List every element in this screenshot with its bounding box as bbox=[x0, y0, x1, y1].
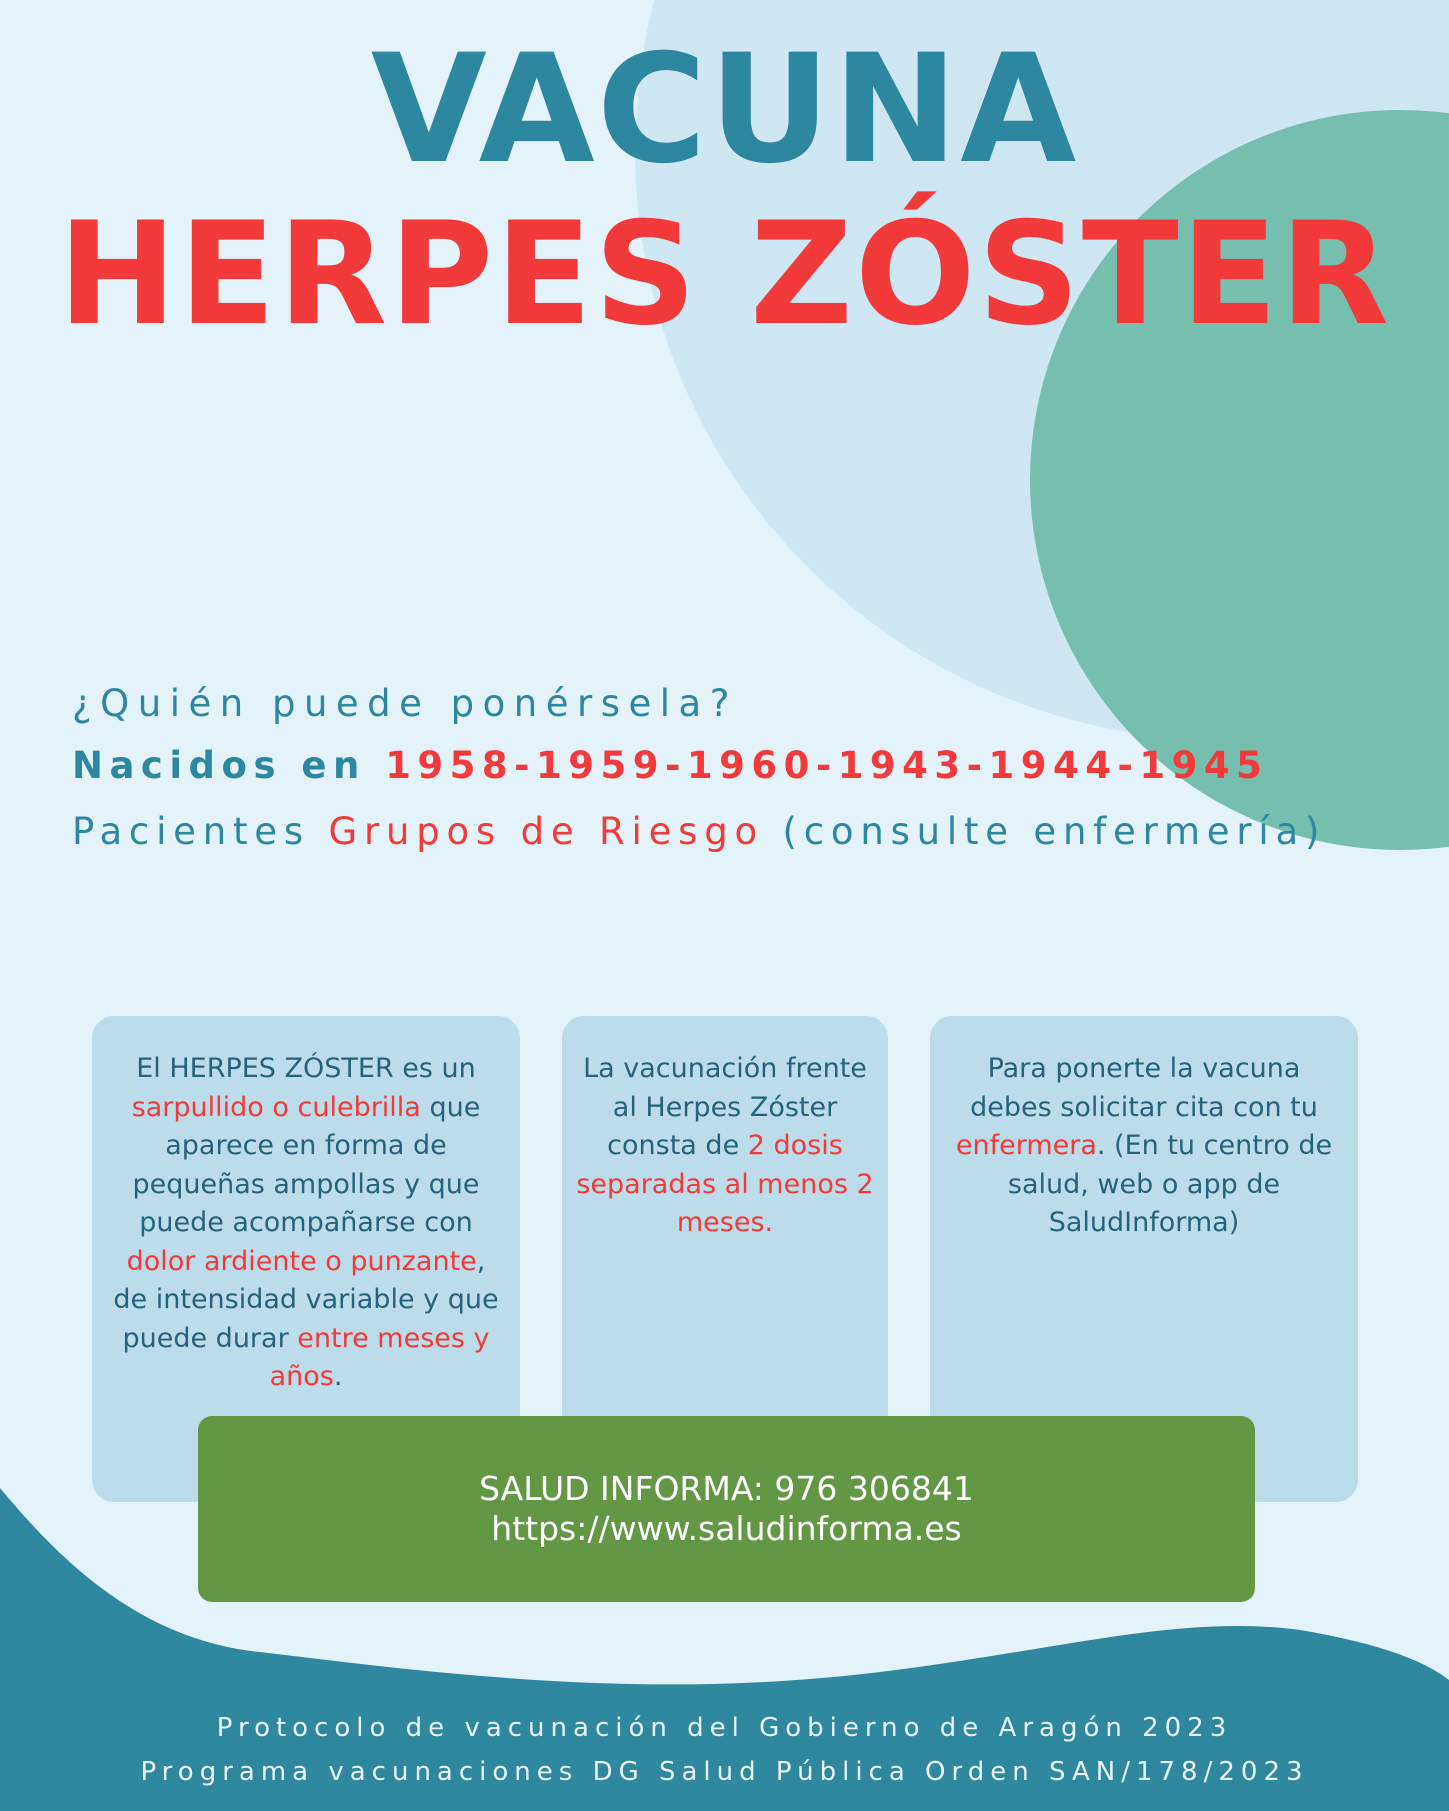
card-highlight: dolor ardiente o punzante bbox=[126, 1245, 477, 1277]
card-text-fragment: , de intensidad variable y que puede durar bbox=[113, 1245, 499, 1354]
risk-groups-highlight: Grupos de Riesgo bbox=[328, 810, 764, 853]
card-text-fragment: que aparece en forma de pequeñas ampollas y que puede acompañarse con bbox=[132, 1091, 481, 1238]
card-text-fragment: Para ponerte la vacuna debes solicitar cita con tu bbox=[970, 1053, 1318, 1123]
who-born-years bbox=[72, 742, 1392, 790]
title-vacuna: VACUNA bbox=[370, 23, 1079, 197]
salud-informa-phone: SALUD INFORMA: 976 306841 bbox=[479, 1469, 974, 1508]
who-risk-groups bbox=[72, 808, 1392, 856]
card-text-fragment: La vacunación frente al Herpes Zóster consta de bbox=[583, 1053, 867, 1161]
born-years: 1958-1959-1960-1943-1944-1945 bbox=[385, 744, 1269, 787]
card-highlight: entre meses y años bbox=[269, 1322, 490, 1392]
card-highlight: sarpullido o culebrilla bbox=[131, 1091, 421, 1123]
footer-program: Programa vacunaciones DG Salud Pública Orden SAN/178/2023 bbox=[140, 1757, 1309, 1787]
salud-informa-link[interactable]: https://www.saludinforma.es bbox=[491, 1509, 962, 1548]
card-text-fragment: . (En tu centro de salud, web o app de SaludInforma) bbox=[1007, 1130, 1333, 1238]
card-text-disease bbox=[92, 1016, 520, 1397]
footer-protocol: Protocolo de vacunación del Gobierno de Aragón 2023 bbox=[216, 1713, 1233, 1743]
who-question: ¿Quién puede ponérsela? bbox=[72, 682, 738, 725]
card-highlight: 2 dosis separadas al menos 2 meses. bbox=[576, 1130, 874, 1238]
patients-prefix: Pacientes bbox=[72, 810, 329, 853]
card-text-fragment: . bbox=[333, 1361, 343, 1392]
salud-informa-box bbox=[198, 1416, 1255, 1602]
card-text-fragment: El HERPES ZÓSTER es un bbox=[136, 1053, 476, 1084]
patients-suffix: (consulte enfermería) bbox=[763, 810, 1327, 853]
born-prefix: Nacidos en bbox=[72, 744, 386, 787]
card-highlight: enfermera bbox=[955, 1130, 1097, 1161]
title-herpes-zoster: HERPES ZÓSTER bbox=[57, 192, 1392, 357]
card-text-doses bbox=[562, 1016, 888, 1243]
card-text-appointment bbox=[930, 1016, 1358, 1243]
